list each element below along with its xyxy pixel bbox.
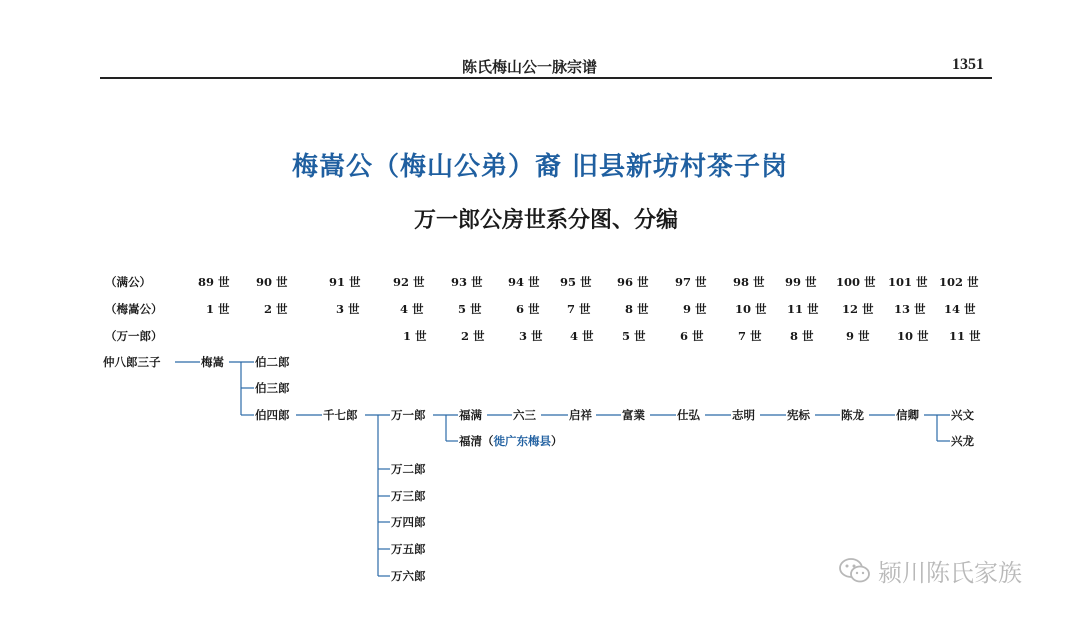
page-subtitle: 万一郎公房世系分图、分编 xyxy=(413,207,678,233)
wan-node: 万二郎 xyxy=(391,462,426,476)
gen-cell: 5 世 xyxy=(622,329,646,343)
gen-cell: 5 世 xyxy=(458,302,482,316)
line-node: 宪标 xyxy=(787,408,810,422)
gen-cell: 1 世 xyxy=(403,329,427,343)
fuqing-open-paren: （ xyxy=(482,434,494,448)
gen-cell: 99 世 xyxy=(785,275,817,289)
bo-node: 伯四郎 xyxy=(255,408,290,422)
gen-cell: 4 世 xyxy=(570,329,594,343)
meisong-node: 梅嵩 xyxy=(201,355,224,369)
row-label-mangong: （满公） xyxy=(105,275,151,289)
fuqing-migration-note: 徙广东梅县 xyxy=(493,434,551,448)
gen-cell: 92 世 xyxy=(393,275,425,289)
bo-node: 伯三郎 xyxy=(255,381,290,395)
fuqing-name: 福清 xyxy=(459,434,482,448)
wan-node: 万六郎 xyxy=(391,569,426,583)
qianqi-node: 千七郎 xyxy=(323,408,358,422)
gen-cell: 9 世 xyxy=(683,302,707,316)
line-node: 陈龙 xyxy=(841,408,864,422)
fuqing-close-paren: ） xyxy=(551,434,563,448)
gen-cell: 11 世 xyxy=(949,329,981,343)
gen-cell: 100 世 xyxy=(836,275,876,289)
gen-cell: 1 世 xyxy=(206,302,230,316)
gen-cell: 91 世 xyxy=(329,275,361,289)
gen-cell: 101 世 xyxy=(888,275,928,289)
watermark xyxy=(838,553,1022,588)
line-node: 仕弘 xyxy=(677,408,700,422)
gen-cell: 98 世 xyxy=(733,275,765,289)
watermark-text: 颍川陈氏家族 xyxy=(878,559,1022,587)
gen-cell: 10 世 xyxy=(897,329,929,343)
gen-cell: 11 世 xyxy=(787,302,819,316)
wan-node: 万三郎 xyxy=(391,489,426,503)
gen-cell: 6 世 xyxy=(516,302,540,316)
last-node: 兴文 xyxy=(951,408,974,422)
gen-cell: 7 世 xyxy=(738,329,762,343)
gen-cell: 90 世 xyxy=(256,275,288,289)
line-node: 富業 xyxy=(622,408,645,422)
gen-cell: 89 世 xyxy=(198,275,230,289)
gen-cell: 10 世 xyxy=(735,302,767,316)
gen-cell: 8 世 xyxy=(790,329,814,343)
gen-cell: 14 世 xyxy=(944,302,976,316)
wan-node: 万一郎 xyxy=(391,408,426,422)
row-label-wanyilang: （万一郎） xyxy=(105,329,163,343)
page-title: 梅嵩公（梅山公弟）裔 旧县新坊村茶子岗 xyxy=(291,152,789,182)
gen-cell: 12 世 xyxy=(842,302,874,316)
row-label-meisonggong: （梅嵩公） xyxy=(105,302,163,316)
gen-cell: 6 世 xyxy=(680,329,704,343)
bo-node: 伯二郎 xyxy=(255,355,290,369)
fuqing-node xyxy=(459,434,563,448)
wechat-icon xyxy=(838,557,872,585)
line-node: 志明 xyxy=(732,408,755,422)
gen-cell: 97 世 xyxy=(675,275,707,289)
gen-cell: 2 世 xyxy=(264,302,288,316)
gen-cell: 13 世 xyxy=(894,302,926,316)
ancestor-node: 仲八郎三子 xyxy=(103,355,161,369)
page-number: 1351 xyxy=(952,56,984,73)
gen-cell: 94 世 xyxy=(508,275,540,289)
header-title: 陈氏梅山公一脉宗谱 xyxy=(462,58,598,76)
gen-cell: 96 世 xyxy=(617,275,649,289)
gen-cell: 95 世 xyxy=(560,275,592,289)
gen-cell: 2 世 xyxy=(461,329,485,343)
wan-node: 万五郎 xyxy=(391,542,426,556)
line-node: 六三 xyxy=(513,408,536,422)
last-node: 兴龙 xyxy=(951,434,974,448)
gen-cell: 7 世 xyxy=(567,302,591,316)
line-node: 启祥 xyxy=(569,408,592,422)
gen-cell: 102 世 xyxy=(939,275,979,289)
gen-cell: 9 世 xyxy=(846,329,870,343)
gen-cell: 4 世 xyxy=(400,302,424,316)
gen-cell: 93 世 xyxy=(451,275,483,289)
line-node: 信卿 xyxy=(896,408,919,422)
wan-node: 万四郎 xyxy=(391,515,426,529)
gen-cell: 8 世 xyxy=(625,302,649,316)
line-node: 福满 xyxy=(459,408,482,422)
gen-cell: 3 世 xyxy=(336,302,360,316)
gen-cell: 3 世 xyxy=(519,329,543,343)
